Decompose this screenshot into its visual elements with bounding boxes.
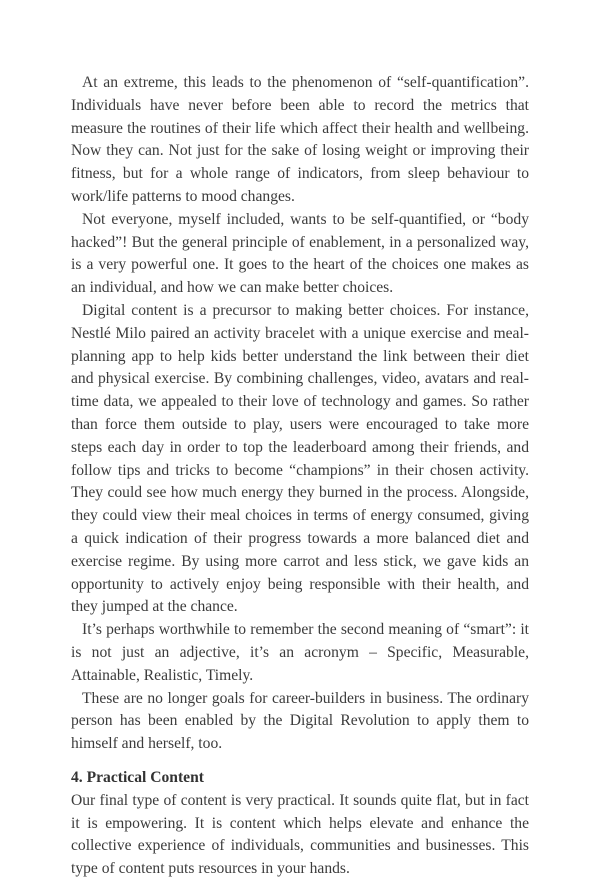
paragraph-body-hacked: Not everyone, myself included, wants to be self-quantified, or “body hacked”! But the general principle of enablement, in a personalized way, is a very powerful one. It goes to the heart of the choices one makes as an individual, and how we can make better choices. (71, 210, 529, 297)
paragraph-nestle-milo: Digital content is a precursor to making better choices. For instance, Nestlé Milo paired an activity bracelet with a unique exercise and meal-planning app to help kids better understand the link between their diet and physical exercise. By combining challenges, video, avatars and real-time data, we appealed to their love of technology and games. So rather than force them outside to play, users were encouraged to take more steps each day in order to top the leaderboard among their friends, and follow tips and tricks to become “champions” in their chosen activity. They could see how much energy they burned in the process. Alongside, they could view their meal choices in terms of energy consumed, giving a quick indication of their progress towards a more balanced diet and exercise regime. By using more carrot and less stick, we gave kids an opportunity to actively enjoy being responsible with their health, and they jumped at the chance. (71, 301, 529, 616)
paragraph-self-quantification: At an extreme, this leads to the phenomenon of “self-quantification”. Individuals have never before been able to record the metrics that measure the routines of their life which affect their health and wellbeing. Now they can. Not just for the sake of losing weight or improving their fitness, but for a whole range of indicators, from sleep behaviour to work/life patterns to mood changes. (71, 74, 529, 205)
paragraph-smart-acronym: It’s perhaps worthwhile to remember the second meaning of “smart”: it is not just an adjective, it’s an acronym – Specific, Measurable, Attainable, Realistic, Timely. (71, 621, 529, 684)
paragraph-practical-content: Our final type of content is very practical. It sounds quite flat, but in fact it is empowering. It is content which helps elevate and enhance the collective experience of individuals, communities and businesses. This type of content puts resources in your hands. (71, 791, 529, 878)
section-heading: 4. Practical Content (71, 768, 204, 786)
paragraph-career-builders: These are no longer goals for career-builders in business. The ordinary person has been enabled by the Digital Revolution to apply them to himself and herself, too. (71, 689, 529, 753)
document-page (71, 72, 529, 881)
